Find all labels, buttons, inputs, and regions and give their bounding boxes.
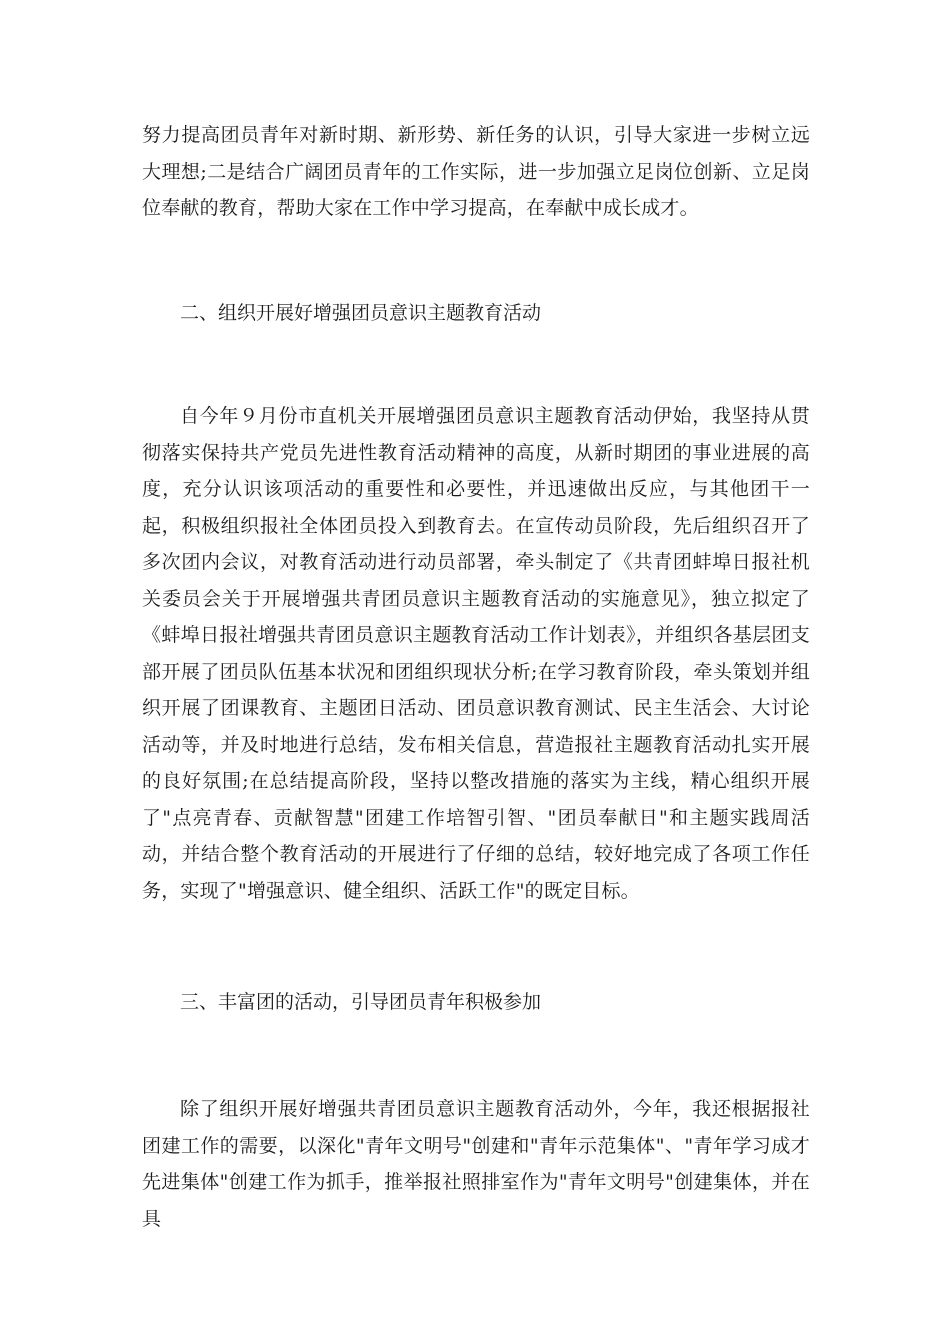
section-heading-2: 二、组织开展好增强团员意识主题教育活动 — [180, 302, 542, 324]
section-heading-3: 三、丰富团的活动，引导团员青年积极参加 — [180, 991, 542, 1013]
paragraph-2: 自今年９月份市直机关开展增强团员意识主题教育活动伊始，我坚持从贯彻落实保持共产党员先进性教育活动精神的高度，从新时期团的事业进展的高度，充分认识该项活动的重要性和必要性，并迅速做出反应，与其他团干一起，积极组织报社全体团员投入到教育去。在宣传动员阶段，先后组织召开了多次团内会议，对教育活动进行动员部署，牵头制定了《共青团蚌埠日报社机关委员会关于开展增强共青团员意识主题教育活动的实施意见》，独立拟定了《蚌埠日报社增强共青团员意识主题教育活动工作计划表》，并组织各基层团支部开展了团员队伍基本状况和团组织现状分析;在学习教育阶段，牵头策划并组织开展了团课教育、主题团日活动、团员意识教育测试、民主生活会、大讨论活动等，并及时地进行总结，发布相关信息，营造报社主题教育活动扎实开展的良好氛围;在总结提高阶段，坚持以整改措施的落实为主线，精心组织开展了"点亮青春、贡献智慧"团建工作培智引智、"团员奉献日"和主题实践周活动，并结合整个教育活动的开展进行了仔细的总结，较好地完成了各项工作任务，实现了"增强意识、健全组织、活跃工作"的既定目标。 — [142, 405, 810, 902]
paragraph-1: 努力提高团员青年对新时期、新形势、新任务的认识，引导大家进一步树立远大理想;二是结合广阔团员青年的工作实际，进一步加强立足岗位创新、立足岗位奉献的教育，帮助大家在工作中学习提高，在奉献中成长成才。 — [142, 124, 810, 219]
paragraph-3: 除了组织开展好增强共青团员意识主题教育活动外，今年，我还根据报社团建工作的需要，以深化"青年文明号"创建和"青年示范集体"、"青年学习成才先进集体"创建工作为抓手，推举报社照排室作为"青年文明号"创建集体，并在具 — [142, 1098, 810, 1230]
